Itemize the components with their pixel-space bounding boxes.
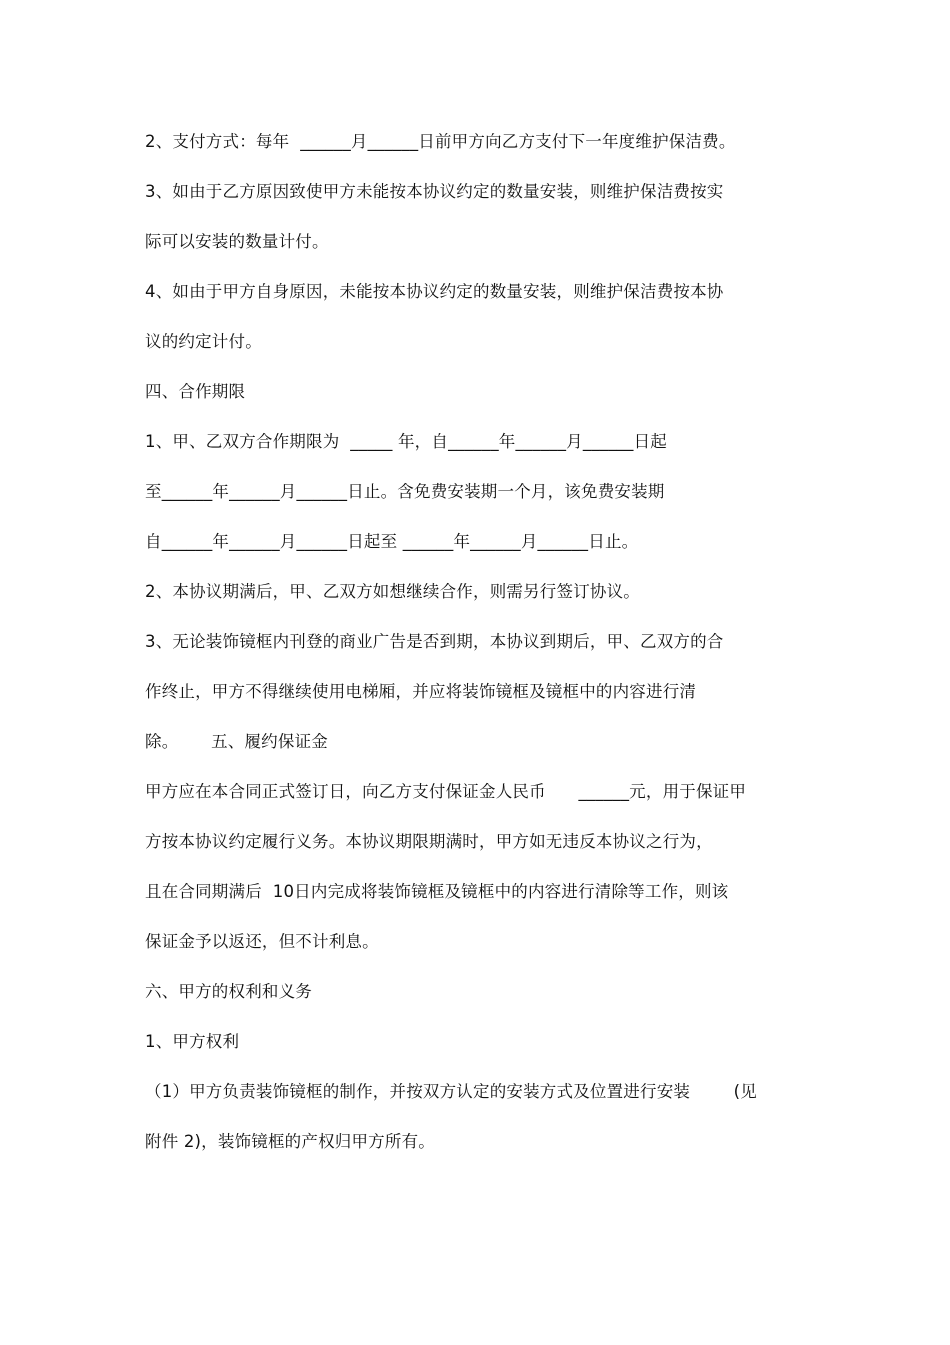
text-line: 至______年______月______日止。含免费安装期一个月，该免费安装期 bbox=[145, 482, 665, 501]
text-line: （1）甲方负责装饰镜框的制作，并按双方认定的安装方式及位置进行安装 (见 bbox=[145, 1082, 757, 1101]
text-line: 3、如由于乙方原因致使甲方未能按本协议约定的数量安装，则维护保洁费按实 bbox=[145, 182, 724, 201]
text-line: 保证金予以返还，但不计利息。 bbox=[145, 932, 379, 951]
text-line: 且在合同期满后 10日内完成将装饰镜框及镜框中的内容进行清除等工作，则该 bbox=[145, 882, 729, 901]
text-line: 4、如由于甲方自身原因，未能按本协议约定的数量安装，则维护保洁费按本协 bbox=[145, 282, 724, 301]
text-line: 甲方应在本合同正式签订日，向乙方支付保证金人民币 ______元，用于保证甲 bbox=[145, 782, 747, 801]
text-line: 2、支付方式：每年 ______月______日前甲方向乙方支付下一年度维护保洁费。 bbox=[145, 132, 736, 151]
text-line: 附件 2)，装饰镜框的产权归甲方所有。 bbox=[145, 1132, 435, 1151]
text-line: 际可以安装的数量计付。 bbox=[145, 232, 329, 251]
subsection-heading: 1、甲方权利 bbox=[145, 1032, 240, 1051]
text-line: 作终止，甲方不得继续使用电梯厢，并应将装饰镜框及镜框中的内容进行清 bbox=[145, 682, 697, 701]
text-line: 自______年______月______日起至 ______年______月______日止。 bbox=[145, 532, 639, 551]
text-line: 方按本协议约定履行义务。本协议期限期满时，甲方如无违反本协议之行为， bbox=[145, 832, 713, 851]
section-heading: 六、甲方的权利和义务 bbox=[145, 982, 312, 1001]
text-line: 2、本协议期满后，甲、乙双方如想继续合作，则需另行签订协议。 bbox=[145, 582, 640, 601]
text-line: 议的约定计付。 bbox=[145, 332, 262, 351]
text-line: 1、甲、乙双方合作期限为 _____ 年，自______年______月______日起 bbox=[145, 432, 667, 451]
section-heading: 四、合作期限 bbox=[145, 382, 246, 401]
text-line: 3、无论装饰镜框内刊登的商业广告是否到期，本协议到期后，甲、乙双方的合 bbox=[145, 632, 724, 651]
text-line: 除。 五、履约保证金 bbox=[145, 732, 328, 751]
